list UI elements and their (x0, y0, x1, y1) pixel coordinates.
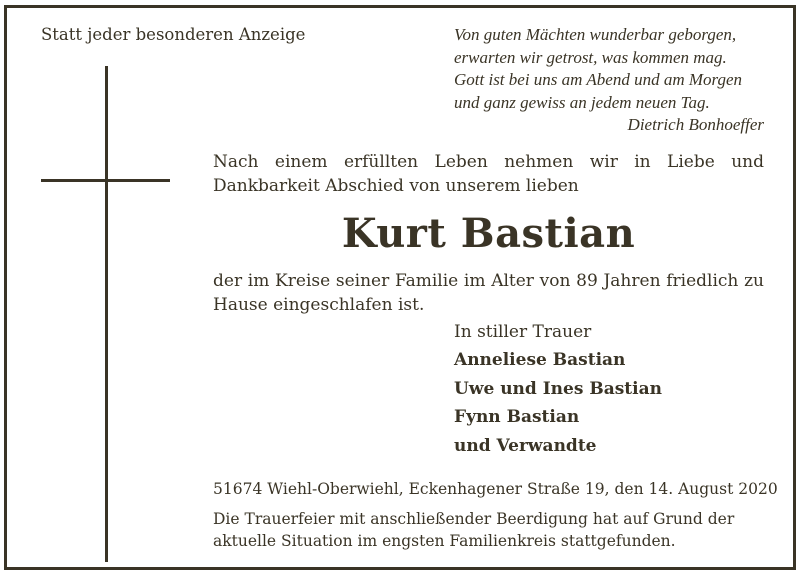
mourners-lead: In stiller Trauer (454, 322, 592, 342)
mourners-block (454, 318, 662, 460)
funeral-note: Die Trauerfeier mit anschließender Beerdigung hat auf Grund der aktuelle Situation im engsten Familienkreis stattgefunden. (213, 510, 735, 550)
quote-line: Von guten Mächten wunderbar geborgen, (454, 25, 737, 44)
mourner-name: Fynn Bastian (454, 407, 580, 427)
quote-line: Gott ist bei uns am Abend und am Morgen (454, 70, 743, 89)
quote-line: erwarten wir getrost, was kommen mag. (454, 47, 727, 67)
place-date: 51674 Wiehl-Oberwiehl, Eckenhagener Straße 19, den 14. August 2020 (213, 480, 778, 498)
mourner-name: Anneliese Bastian (454, 350, 626, 370)
notice-heading: Statt jeder besonderen Anzeige (41, 25, 306, 44)
cross-vertical-bar (105, 66, 108, 562)
mourner-name: und Verwandte (454, 435, 597, 456)
intro-text: Nach einem erfüllten Leben nehmen wir in Liebe und Dankbarkeit Abschied von unserem lieben (213, 152, 764, 196)
deceased-name: Kurt Bastian (341, 210, 636, 257)
notice-frame (4, 5, 796, 570)
mourner-name: Uwe und Ines Bastian (454, 378, 662, 399)
quote-line: und ganz gewiss an jedem neuen Tag. (454, 92, 710, 112)
detail-text: der im Kreise seiner Familie im Alter von 89 Jahren friedlich zu Hause eingeschlafen ist. (213, 271, 764, 315)
cross-horizontal-bar (41, 179, 170, 182)
quote-author: Dietrich Bonhoeffer (627, 115, 764, 134)
bonhoeffer-quote (454, 24, 764, 137)
